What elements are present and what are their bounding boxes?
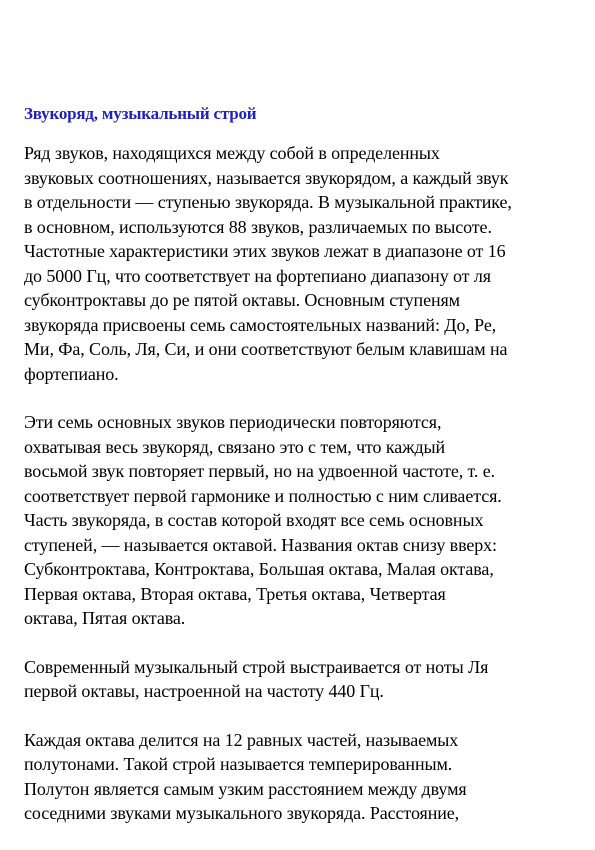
text-line: Ми, Фа, Соль, Ля, Си, и они соответствуют белым клавишам на	[24, 339, 508, 359]
text-line: Субконтроктава, Контроктава, Большая октава, Малая октава,	[24, 559, 494, 579]
text-line: Первая октава, Вторая октава, Третья октава, Четвертая	[24, 583, 446, 604]
text-line: звукоряда присвоены семь самостоятельных названий: До, Ре,	[24, 314, 497, 335]
text-line: Каждая октава делится на 12 равных частей, называемых	[24, 729, 459, 750]
text-line: до 5000 Гц, что соответствует на фортепиано диапазону от ля	[24, 265, 491, 286]
text-line: Часть звукоряда, в состав которой входят все семь основных	[24, 510, 484, 530]
text-line: Ряд звуков, находящихся между собой в определенных	[24, 143, 440, 163]
paragraph-zvukoryad	[24, 141, 576, 386]
text-line: Частотные характеристики этих звуков лежат в диапазоне от 16	[24, 241, 506, 261]
paragraph-tuning	[24, 655, 576, 704]
text-line: Полутон является самым узким расстоянием между двумя	[24, 778, 467, 799]
text-line: первой октавы, настроенной на частоту 440 Гц.	[24, 681, 384, 701]
text-line: восьмой звук повторяет первый, но на удвоенной частоте, т. е.	[24, 461, 496, 481]
text-line: Современный музыкальный строй выстраивается от ноты Ля	[24, 656, 489, 677]
text-line: в основном, используются 88 звуков, различаемых по высоте.	[24, 216, 492, 237]
document-page	[24, 103, 576, 850]
document-title: Звукоряд, музыкальный строй	[24, 104, 257, 123]
paragraph-octaves	[24, 410, 576, 631]
text-line: соседними звуками музыкального звукоряда. Расстояние,	[24, 803, 460, 823]
text-line: соответствует первой гармонике и полностью с ним сливается.	[24, 485, 502, 506]
text-line: субконтроктавы до ре пятой октавы. Основным ступеням	[24, 290, 460, 310]
text-line: фортепиано.	[24, 363, 119, 384]
text-line: полутонами. Такой строй называется темперированным.	[24, 754, 453, 774]
text-line: звуковых соотношениях, называется звукорядом, а каждый звук	[24, 167, 509, 188]
text-line: Эти семь основных звуков периодически повторяются,	[24, 412, 442, 432]
text-line: в отдельности — ступенью звукоряда. В музыкальной практике,	[24, 192, 512, 212]
text-line: охватывая весь звукоряд, связано это с тем, что каждый	[24, 436, 446, 457]
text-line: октава, Пятая октава.	[24, 608, 186, 628]
text-line: ступеней, — называется октавой. Названия октав снизу вверх:	[24, 534, 497, 555]
paragraph-semitones	[24, 728, 576, 826]
